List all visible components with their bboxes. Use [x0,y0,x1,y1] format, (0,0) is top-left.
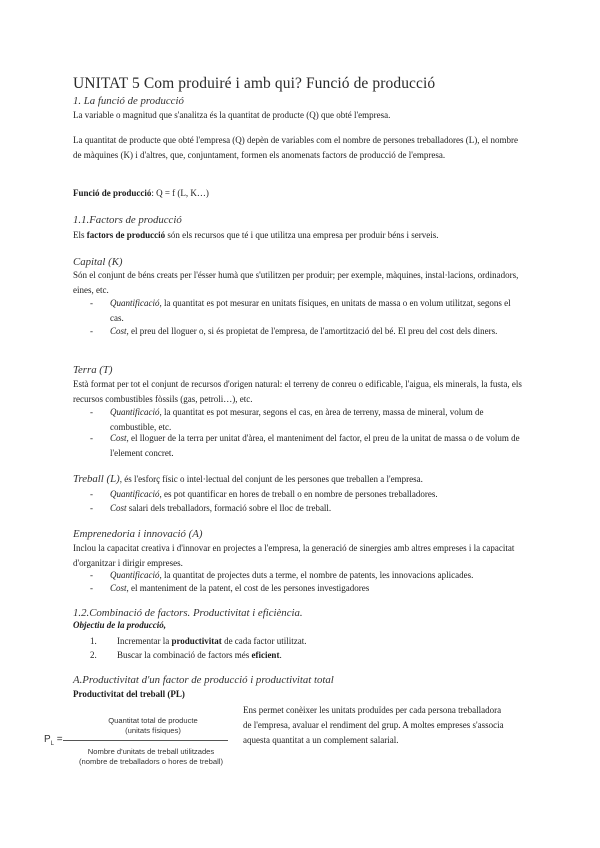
objective-item-1-number: 1. [90,636,97,646]
section-1-2-subheading: Objectiu de la producció, [73,620,166,630]
treball-cost-label: Cost [110,503,127,513]
formula-denominator-line-1: Nombre d'unitats de treball utilitzades [87,747,215,756]
formula-numerator-line-1: Quantitat total de producte [108,716,198,725]
bullet-dash: - [90,583,93,593]
terra-cost-item [90,431,525,461]
capital-cost-item [90,324,525,339]
bullet-dash: - [90,503,93,513]
page-title: UNITAT 5 Com produiré i amb qui? Funció de producció [73,75,436,92]
emprenedoria-cost-text: , el manteniment de la patent, el cost de les persones investigadores [126,583,370,593]
section-a-subheading: Productivitat del treball (PL) [73,689,185,699]
factors-intro [73,228,528,243]
objective-item-2-number: 2. [90,650,97,660]
formula-lhs-p: P [44,734,51,745]
terra-quantification-text: , la quantitat es pot mesurar, segons el cas, en àrea de terreny, massa de mineral, volum de combustible, etc. [110,407,484,432]
objective-item-1-pre: Incrementar la [117,636,172,646]
objective-item-2 [90,648,282,663]
bullet-dash: - [90,570,93,580]
section-1-2-heading: 1.2.Combinació de factors. Productivitat i eficiència. [73,607,303,619]
capital-cost-label: Cost, [110,326,129,336]
bullet-dash: - [90,433,93,443]
treball-quantification-item [90,487,525,502]
section-1-heading: 1. La funció de producció [73,95,184,107]
formula-lhs-subscript: L [50,741,55,747]
formula-lhs-equals: = [54,734,63,745]
factors-intro-post: són els recursos que té i que utilitza una empresa per produir béns i serveis. [165,230,439,240]
capital-cost-text: el preu del lloguer o, si és propietat de l'empresa, de l'amortització del bé. El preu del cost dels diners. [128,326,498,336]
emprenedoria-heading: Emprenedoria i innovació (A) [73,528,203,540]
emprenedoria-description: Inclou la capacitat creativa i d'innovar en projectes a l'empresa, la generació de sinergies amb altres empreses i la capacitat d'organitzar i dirigir empreses. [73,543,515,568]
section-1-1-heading: 1.1.Factors de producció [73,214,182,226]
section-a-heading: A.Productivitat d'un factor de producció i productivitat total [73,674,334,686]
formula-fraction-bar [63,740,228,741]
capital-heading: Capital (K) [73,256,123,268]
formula-lhs [44,734,63,747]
treball-quantification-label: Quantificació [110,489,160,499]
factors-intro-bold: factors de producció [86,230,166,240]
objective-item-1-bold: productivitat [171,636,222,646]
objective-item-1 [90,634,307,649]
objective-item-2-post: . [279,650,282,660]
capital-quantification-label: Quantificació, [110,298,162,308]
formula-numerator-line-2: (unitats físiques) [125,726,181,735]
emprenedoria-quantification-text: la quantitat de projectes duts a terme, el nombre de patents, les innovacions aplicades. [161,570,474,580]
treball-cost-text: salari dels treballadors, formació sobre el lloc de treball. [126,503,332,513]
production-function-line [73,186,528,201]
objective-item-2-pre: Buscar la combinació de factors més [117,650,252,660]
production-function-label: Funció de producció [73,188,152,198]
capital-description: Són el conjunt de béns creats per l'ésser humà que s'utilitzen per produir; per exemple, màquines, instal·lacions, ordinadors, eines, etc. [73,270,519,295]
treball-heading: Treball (L) [73,473,120,485]
capital-quantification-item [90,296,525,326]
emprenedoria-cost-label: Cost [110,583,127,593]
productivity-explanation: Ens permet conèixer les unitats produïdes per cada persona treballadora de l'empresa, avaluar el rendiment del grup. A moltes empreses s'associa aquesta quantitat a un complement salarial. [243,705,504,745]
terra-quantification-label: Quantificació [110,407,160,417]
factors-intro-pre: Els [73,230,87,240]
bullet-dash: - [90,326,93,336]
treball-line [73,472,528,487]
section-1-paragraph-2: La quantitat de producte que obté l'empresa (Q) depèn de variables com el nombre de persones treballadores (L), el nombre de màquines (K) i d'altres, que, conjuntament, formen els anomenats factors de producció de l'empresa. [73,135,518,160]
terra-description: Està format per tot el conjunt de recursos d'origen natural: el terreny de conreu o edificable, l'aigua, els minerals, la fusta, els recursos combustibles fòssils (gas, petroli…), etc. [73,379,522,404]
emprenedoria-quantification-label: Quantificació, [110,570,162,580]
formula-denominator-line-2: (nombre de treballadors o hores de treball) [79,757,223,766]
production-function-formula: : Q = f (L, K…) [151,188,209,198]
bullet-dash: - [90,298,93,308]
bullet-dash: - [90,489,93,499]
bullet-dash: - [90,407,93,417]
terra-cost-label: Cost, [110,433,129,443]
capital-quantification-text: la quantitat es pot mesurar en unitats físiques, en unitats de massa o en volum utilitzat, segons el cas. [110,298,511,323]
terra-cost-text: el lloguer de la terra per unitat d'àrea, el manteniment del factor, el preu de la unitat de massa o de volum de l'element concret. [110,433,520,458]
treball-cost-item [90,501,525,516]
treball-quantification-text: , es pot quantificar en hores de treball o en nombre de persones treballadores. [159,489,438,499]
section-1-paragraph-1: La variable o magnitud que s'analitza és la quantitat de producte (Q) que obté l'empresa. [73,110,391,120]
emprenedoria-cost-item [90,581,525,596]
objective-item-2-bold: eficient [251,650,280,660]
terra-heading: Terra (T) [73,364,113,376]
objective-item-1-post: de cada factor utilitzat. [221,636,307,646]
treball-description: , és l'esforç físic o intel·lectual del conjunt de les persones que treballen a l'empresa. [119,474,423,484]
